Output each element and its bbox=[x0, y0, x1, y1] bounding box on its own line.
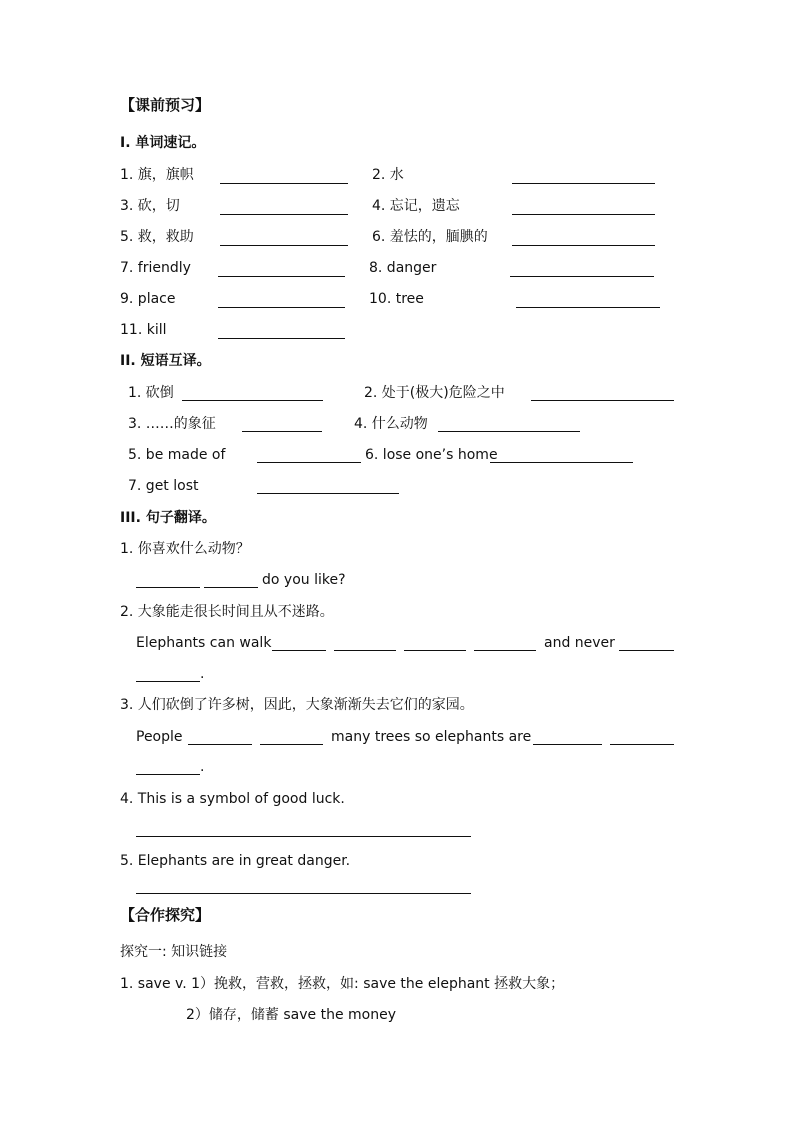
phrase-item-7: 7. get lost bbox=[128, 478, 199, 494]
q3-blank-4[interactable] bbox=[610, 744, 674, 745]
q2-english-and-never: and never bbox=[544, 635, 615, 651]
phrase-blank-2[interactable] bbox=[531, 400, 674, 401]
explore-title: 探究一: 知识链接 bbox=[120, 944, 228, 960]
vocab-blank-6[interactable] bbox=[512, 245, 655, 246]
section-preview-heading: 【课前预习】 bbox=[120, 96, 211, 114]
q2-blank-5[interactable] bbox=[619, 650, 674, 651]
vocab-blank-2[interactable] bbox=[512, 183, 655, 184]
q3-blank-1[interactable] bbox=[188, 744, 252, 745]
vocab-item-8: 8. danger bbox=[369, 260, 437, 276]
vocab-blank-4[interactable] bbox=[512, 214, 655, 215]
part1-title: I. 单词速记。 bbox=[120, 135, 206, 151]
q5-answer-line[interactable] bbox=[136, 893, 471, 894]
q2-blank-3[interactable] bbox=[404, 650, 466, 651]
explore-line-1: 1. save v. 1）挽救，营救，拯救，如: save the elephant 拯救大象； bbox=[120, 976, 565, 992]
vocab-item-6: 6. 羞怯的，腼腆的 bbox=[372, 229, 488, 245]
phrase-item-1: 1. 砍倒 bbox=[128, 385, 174, 401]
phrase-item-5: 5. be made of bbox=[128, 447, 226, 463]
q2-english-head: Elephants can walk bbox=[136, 635, 272, 651]
phrase-blank-7[interactable] bbox=[257, 493, 399, 494]
phrase-blank-1[interactable] bbox=[182, 400, 323, 401]
phrase-blank-6[interactable] bbox=[490, 462, 633, 463]
q3-blank-3[interactable] bbox=[533, 744, 602, 745]
section-coop-heading: 【合作探究】 bbox=[120, 906, 211, 924]
vocab-blank-5[interactable] bbox=[220, 245, 348, 246]
vocab-item-4: 4. 忘记，遗忘 bbox=[372, 198, 460, 214]
q3-blank-5[interactable] bbox=[136, 774, 200, 775]
part2-title: II. 短语互译。 bbox=[120, 353, 211, 369]
q3-english-head: People bbox=[136, 729, 183, 745]
q4-answer-line[interactable] bbox=[136, 836, 471, 837]
q2-blank-6[interactable] bbox=[136, 681, 200, 682]
q2-blank-2[interactable] bbox=[334, 650, 396, 651]
sentence-q4-english: 4. This is a symbol of good luck. bbox=[120, 791, 345, 807]
vocab-blank-10[interactable] bbox=[516, 307, 660, 308]
vocab-item-3: 3. 砍，切 bbox=[120, 198, 180, 214]
q1-english-tail: do you like? bbox=[262, 572, 346, 588]
vocab-blank-3[interactable] bbox=[220, 214, 348, 215]
q3-english-mid: many trees so elephants are bbox=[331, 729, 532, 745]
vocab-item-9: 9. place bbox=[120, 291, 176, 307]
vocab-blank-11[interactable] bbox=[218, 338, 345, 339]
vocab-blank-1[interactable] bbox=[220, 183, 348, 184]
vocab-blank-8[interactable] bbox=[510, 276, 654, 277]
sentence-q1-chinese: 1. 你喜欢什么动物？ bbox=[120, 541, 250, 557]
sentence-q3-chinese: 3. 人们砍倒了许多树，因此，大象渐渐失去它们的家园。 bbox=[120, 697, 474, 713]
explore-line-2: 2）储存，储蓄 save the money bbox=[186, 1007, 396, 1023]
phrase-item-4: 4. 什么动物 bbox=[354, 416, 428, 432]
part3-title: III. 句子翻译。 bbox=[120, 510, 216, 526]
phrase-item-6: 6. lose one’s home bbox=[365, 447, 498, 463]
q2-english-end: . bbox=[200, 666, 205, 682]
q1-blank-1[interactable] bbox=[136, 587, 200, 588]
vocab-item-5: 5. 救，救助 bbox=[120, 229, 194, 245]
phrase-blank-3[interactable] bbox=[242, 431, 322, 432]
sentence-q5-english: 5. Elephants are in great danger. bbox=[120, 853, 351, 869]
phrase-item-2: 2. 处于(极大)危险之中 bbox=[364, 385, 505, 401]
vocab-item-10: 10. tree bbox=[369, 291, 424, 307]
vocab-item-2: 2. 水 bbox=[372, 167, 404, 183]
q1-blank-2[interactable] bbox=[204, 587, 258, 588]
q2-blank-1[interactable] bbox=[272, 650, 326, 651]
vocab-item-11: 11. kill bbox=[120, 322, 167, 338]
q2-blank-4[interactable] bbox=[474, 650, 536, 651]
phrase-blank-4[interactable] bbox=[438, 431, 580, 432]
sentence-q2-chinese: 2. 大象能走很长时间且从不迷路。 bbox=[120, 604, 334, 620]
phrase-blank-5[interactable] bbox=[257, 462, 361, 463]
phrase-item-3: 3. ……的象征 bbox=[128, 416, 216, 432]
vocab-item-1: 1. 旗，旗帜 bbox=[120, 167, 194, 183]
vocab-item-7: 7. friendly bbox=[120, 260, 191, 276]
q3-english-end: . bbox=[200, 759, 205, 775]
vocab-blank-9[interactable] bbox=[218, 307, 345, 308]
q3-blank-2[interactable] bbox=[260, 744, 323, 745]
vocab-blank-7[interactable] bbox=[218, 276, 345, 277]
